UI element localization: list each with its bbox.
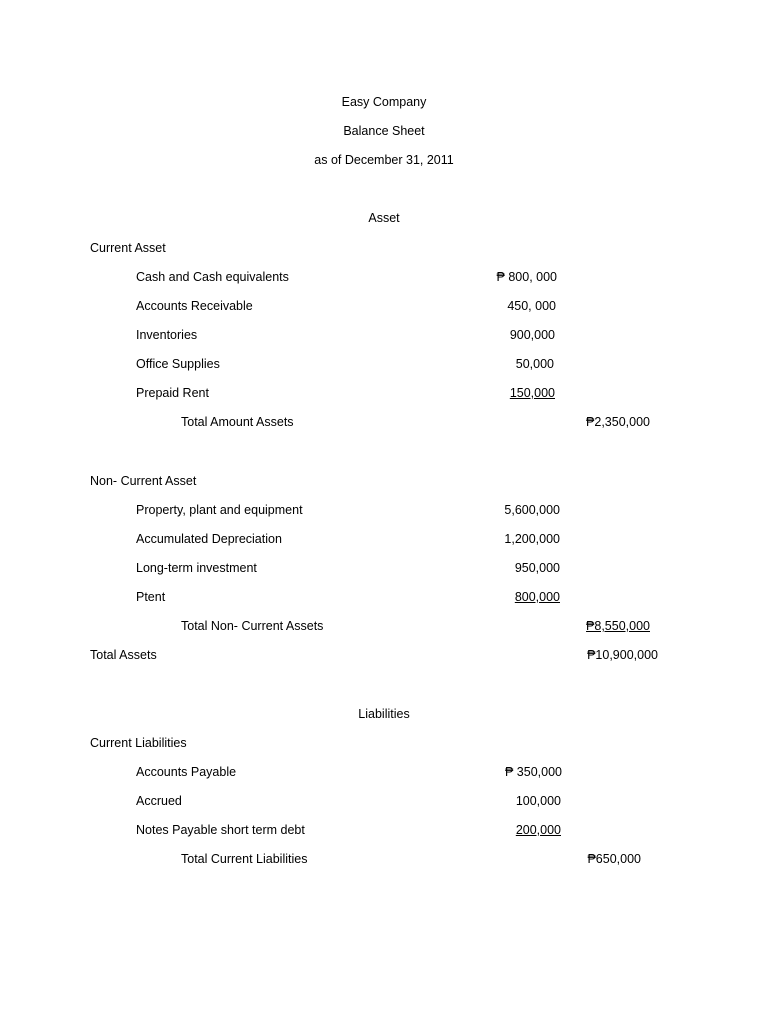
noncurrent-asset-label: Non- Current Asset xyxy=(90,474,197,488)
line-item-value: 150,000 xyxy=(509,386,555,400)
liabilities-heading: Liabilities xyxy=(358,707,410,721)
line-item-label: Long-term investment xyxy=(136,561,257,575)
line-item-label: Office Supplies xyxy=(136,357,220,371)
total-assets-value: ₱10,900,000 xyxy=(587,648,658,662)
line-item-label: Accounts Payable xyxy=(136,765,237,779)
subtotal-value: ₱650,000 xyxy=(587,852,641,866)
subtotal-label: Total Non- Current Assets xyxy=(181,619,324,633)
line-item-label: Notes Payable short term debt xyxy=(136,823,305,837)
subtotal-value: ₱2,350,000 xyxy=(586,415,650,429)
line-item-value: ₱ 350,000 xyxy=(505,765,562,779)
line-item-label: Inventories xyxy=(136,328,198,342)
document-title: Balance Sheet xyxy=(343,124,425,138)
line-item-value: 900,000 xyxy=(509,328,555,342)
current-asset-label: Current Asset xyxy=(90,241,166,255)
line-item-label: Prepaid Rent xyxy=(136,386,209,400)
line-item-label: Accounts Receivable xyxy=(136,299,253,313)
line-item-value: 950,000 xyxy=(514,561,560,575)
line-item-value: 50,000 xyxy=(515,357,554,371)
line-item-value: 1,200,000 xyxy=(504,532,560,546)
line-item-label: Property, plant and equipment xyxy=(136,503,303,517)
line-item-value: 800,000 xyxy=(514,590,560,604)
subtotal-label: Total Amount Assets xyxy=(181,415,294,429)
line-item-value: 200,000 xyxy=(515,823,561,837)
line-item-label: Ptent xyxy=(136,590,166,604)
line-item-label: Cash and Cash equivalents xyxy=(136,270,289,284)
document-date: as of December 31, 2011 xyxy=(314,153,454,167)
line-item-value: ₱ 800, 000 xyxy=(496,270,557,284)
line-item-value: 5,600,000 xyxy=(504,503,560,517)
subtotal-value: ₱8,550,000 xyxy=(586,619,650,633)
line-item-label: Accumulated Depreciation xyxy=(136,532,282,546)
total-assets-label: Total Assets xyxy=(90,648,157,662)
company-name: Easy Company xyxy=(341,95,427,109)
current-liabilities-label: Current Liabilities xyxy=(90,736,187,750)
line-item-label: Accrued xyxy=(136,794,182,808)
line-item-value: 450, 000 xyxy=(507,299,556,313)
subtotal-label: Total Current Liabilities xyxy=(181,852,308,866)
asset-heading: Asset xyxy=(368,211,400,225)
line-item-value: 100,000 xyxy=(515,794,561,808)
